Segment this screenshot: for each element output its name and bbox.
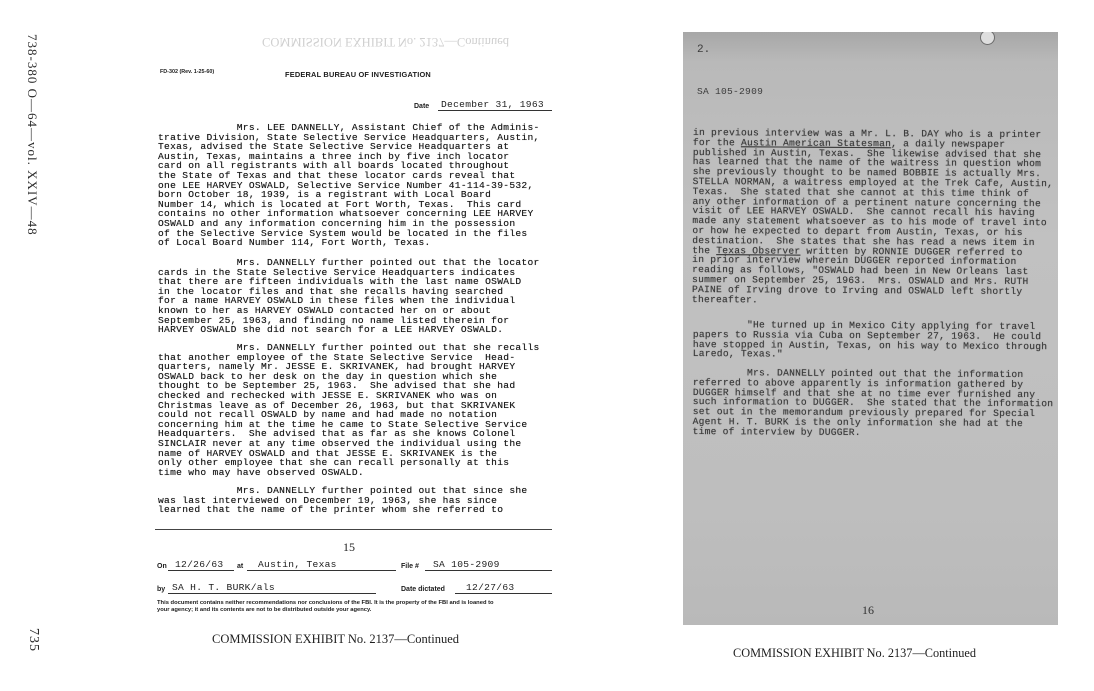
text-line: SINCLAIR never at any time observed the individual using the — [158, 437, 522, 449]
photocopy-page-number: 16 — [862, 603, 874, 617]
text-line: quarters, namely Mr. JESSE E. SKRIVANEK, had brought HARVEY — [158, 361, 516, 373]
agent-field — [168, 583, 376, 594]
text-line: visit of LEE HARVEY OSWALD. She cannot recall his having — [692, 205, 1035, 219]
paragraph-2 — [158, 258, 540, 335]
text-line: concerning him at the time he came to State Selective Service — [158, 418, 528, 430]
punch-hole-icon — [980, 32, 995, 45]
text-line: Texas. She stated that she cannot at this time think of — [692, 185, 1030, 199]
text-line: such information to DUGGER. She stated that the information — [692, 396, 1054, 410]
text-line: DUGGER himself and that she at no time ever furnished any — [692, 386, 1036, 400]
date-label: Date — [414, 103, 430, 110]
file-number-label: File # — [401, 563, 419, 570]
paragraph-3 — [158, 343, 540, 477]
exhibit-caption-right: COMMISSION EXHIBIT No. 2137—Continued — [733, 646, 976, 660]
text-line: destination. She states that she has read a news item in — [692, 234, 1035, 248]
handwritten-page-number: 15 — [343, 540, 355, 554]
interview-date-value: 12/26/63 — [175, 560, 224, 570]
photocopy-paragraph-2 — [693, 320, 1048, 361]
text-line: thought to be September 25, 1963. She advised that she had — [158, 380, 516, 392]
agent-value: SA H. T. BURK/als — [172, 583, 275, 593]
bleed-through-text: COMMISSION EXHIBIT No. 2137—Continued — [262, 35, 509, 49]
text-line: one LEE HARVEY OSWALD, Selective Service Number 41-114-39-532, — [158, 179, 534, 191]
text-line: any other information of a pertinent nature concerning the — [692, 195, 1042, 209]
text-line: contains no other information whatsoever concerning LEE HARVEY — [158, 208, 534, 220]
form-divider — [155, 529, 552, 530]
text-line: name of HARVEY OSWALD and that JESSE E. SKRIVANEK is the — [158, 447, 498, 459]
text-line: known to her as HARVEY OSWALD contacted her on or about — [158, 304, 492, 316]
text-line: OSWALD back to her desk on the day in question which she — [158, 370, 498, 382]
report-date-field — [438, 100, 552, 111]
text-line: Mrs. DANNELLY further pointed out that since she — [158, 485, 528, 496]
location-value: Austin, Texas — [258, 560, 337, 570]
text-line: Christmas leave as of December 26, 1963, but that SKRIVANEK — [158, 399, 516, 411]
underlined-publication: Austin American Statesman — [740, 137, 892, 150]
text-line: born October 18, 1939, is a registrant with Local Board — [158, 189, 492, 201]
text-line: Mrs. DANNELLY pointed out that the information — [692, 367, 1024, 381]
agency-heading: FEDERAL BUREAU OF INVESTIGATION — [285, 70, 431, 79]
text-line: only other employee that she can recall personally at this — [158, 457, 510, 469]
disclaimer-line-1: This document contains neither recommendations nor conclusions of the FBI. It is the property of the FBI and is loaned to — [157, 600, 494, 606]
text-line: set out in the memorandum previously prepared for Special — [692, 406, 1036, 420]
text-line: in previous interview was a Mr. L. B. DAY who is a printer — [692, 127, 1042, 141]
text-line: "He turned up in Mexico City applying for travel — [692, 319, 1036, 333]
at-label: at — [237, 563, 244, 570]
file-number-field — [425, 560, 552, 571]
file-reference: SA 105-2909 — [697, 86, 764, 97]
paragraph-4 — [158, 486, 528, 515]
text-line: Headquarters. She advised that as far as she knows Colonel — [158, 428, 516, 440]
paragraph-1 — [158, 123, 540, 248]
text-line: could not recall OSWALD by name and had made no notation — [158, 409, 498, 421]
volume-reference: 738-380 O—64—vol. XXIV—48 — [25, 34, 40, 236]
text-line: thereafter. — [691, 293, 759, 305]
volume-page-number: 735 — [26, 628, 41, 652]
text-line: the Texas Observer written by RONNIE DUGGER referred to — [692, 244, 1023, 258]
interview-date-field — [168, 560, 234, 571]
file-number-value: SA 105-2909 — [433, 560, 500, 570]
text-line: or how he expected to depart from Austin, Texas, or his — [692, 224, 1023, 238]
text-line: time who may have observed OSWALD. — [158, 466, 364, 478]
text-line: in prior interview wherein DUGGER reported information — [692, 254, 1017, 268]
text-line: reading as follows, "OSWALD had been in New Orleans last — [692, 264, 1029, 278]
text-line: Agent H. T. BURK is the only information she had at the — [692, 415, 1024, 430]
text-line: Mrs. DANNELLY further pointed out that she recalls — [158, 342, 540, 353]
text-line: STELLA NORMAN, a waitress employed at the Trek Cafe, Austin, — [692, 175, 1054, 190]
text-line: Austin, Texas, maintains a three inch by five inch locator — [158, 150, 510, 162]
text-line: Mrs. LEE DANNELLY, Assistant Chief of the Adminis- — [158, 122, 540, 133]
text-line: card on all registrants with all boards located throughout — [158, 160, 510, 172]
text-line: PAINE of Irving drove to Irving and OSWALD left shortly — [691, 283, 1023, 297]
text-line: cards in the State Selective Service Headquarters indicates — [158, 266, 516, 278]
text-line: that there are fifteen individuals with the last name OSWALD — [158, 276, 522, 288]
text-line: OSWALD and any information concerning him in the possession — [158, 217, 516, 229]
text-line: have stopped in Austin, Texas, on his way to Mexico through — [692, 338, 1048, 352]
text-line: learned that the name of the printer whom she referred to — [158, 504, 504, 516]
text-line: Texas, advised the State Selective Service Headquarters at — [158, 141, 510, 153]
text-line: of the Selective Service System would be located in the files — [158, 227, 528, 239]
text-line: has learned that the name of the waitress in question whom — [692, 156, 1042, 170]
location-field — [247, 560, 396, 571]
text-line: that another employee of the State Selective Service Head- — [158, 351, 516, 363]
photocopy-paragraph-3 — [693, 368, 1054, 439]
text-line: papers to Russia via Cuba on September 27, 1963. He could — [692, 328, 1042, 342]
text-line: checked and rechecked with JESSE E. SKRIVANEK who was on — [158, 389, 498, 401]
form-code: FD-302 (Rev. 1-25-60) — [160, 69, 215, 75]
date-dictated-field — [455, 583, 552, 594]
report-date-value: December 31, 1963 — [441, 100, 544, 110]
text-line: trative Division, State Selective Service Headquarters, Austin, — [158, 131, 540, 143]
photocopy-paragraph-1 — [692, 128, 1054, 307]
text-line: Laredo, Texas." — [692, 348, 783, 360]
text-line: made any statement whatsoever as to his mode of travel into — [692, 215, 1047, 229]
text-line: was last interviewed on December 19, 1963, she has since — [158, 494, 498, 506]
text-line: published in Austin, Texas. She likewise advised that she — [692, 146, 1042, 160]
text-line: September 25, 1963, and finding no name listed therein for — [158, 314, 510, 326]
on-label: On — [157, 563, 167, 570]
text-line: for a name HARVEY OSWALD in these files when the individual — [158, 295, 516, 307]
exhibit-caption-left: COMMISSION EXHIBIT No. 2137—Continued — [212, 632, 459, 646]
disclaimer-line-2: your agency; it and its contents are not to be distributed outside your agency. — [157, 606, 372, 613]
text-line: summer on September 25, 1963. Mrs. OSWALD and Mrs. RUTH — [692, 273, 1029, 288]
photocopy-page — [683, 32, 1058, 625]
text-line: time of interview by DUGGER. — [692, 425, 861, 438]
by-label: by — [157, 586, 166, 593]
text-line: the State of Texas and that these locator cards reveal that — [158, 169, 516, 181]
text-line: referred to above apparently is information gathered by — [692, 376, 1024, 390]
text-line: of Local Board Number 114, Fort Worth, Texas. — [158, 237, 431, 249]
text-line: in the locator files and that she recalls having searched — [158, 285, 504, 297]
text-line: for the Austin American Statesman, a daily newspaper — [692, 136, 1006, 150]
text-line: she previously thought to be named BOBBIE is actually Mrs. — [692, 166, 1042, 180]
page-marker: 2. — [697, 44, 711, 56]
underlined-publication: Texas Observer — [716, 244, 801, 257]
date-dictated-label: Date dictated — [401, 586, 445, 593]
text-line: HARVEY OSWALD she did not search for a LEE HARVEY OSWALD. — [158, 324, 504, 336]
text-line: Mrs. DANNELLY further pointed out that the locator — [158, 257, 540, 268]
date-dictated-value: 12/27/63 — [466, 583, 515, 593]
text-line: Number 14, which is located at Fort Worth, Texas. This card — [158, 198, 522, 210]
